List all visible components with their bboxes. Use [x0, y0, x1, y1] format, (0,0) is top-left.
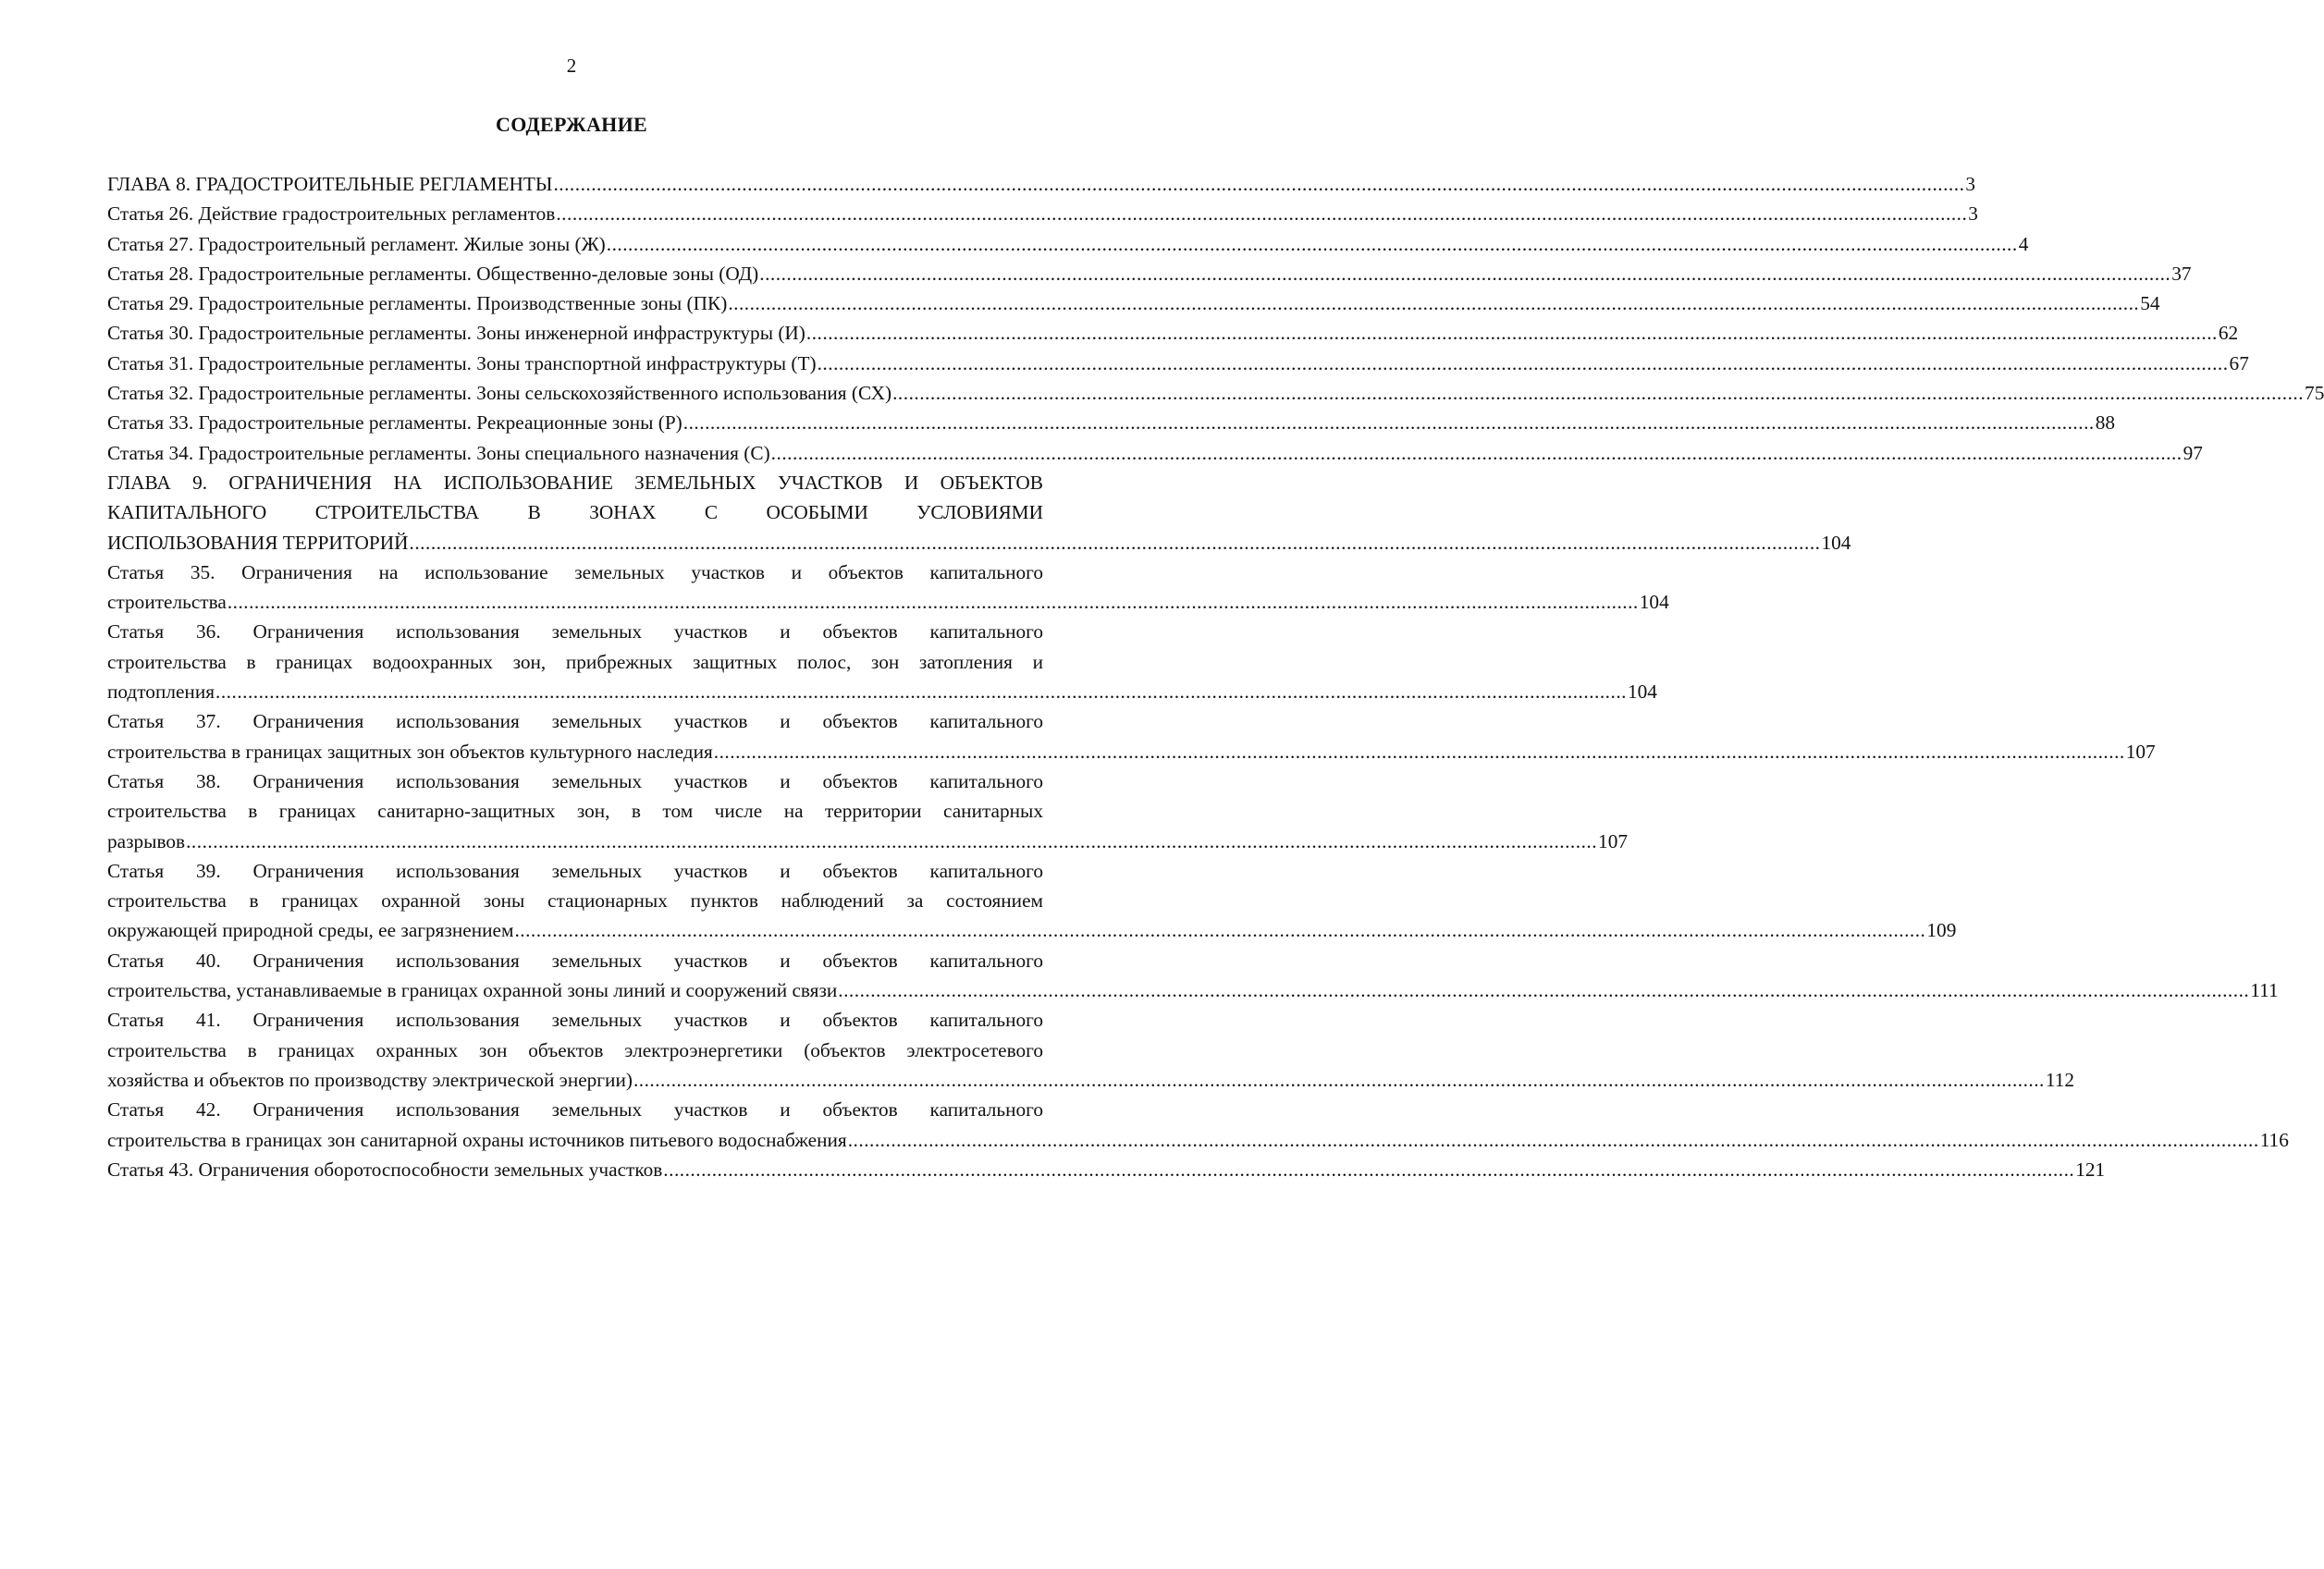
toc-entry-title: Статья 31. Градостроительные регламенты. Зоны транспортной инфраструктуры (Т) [107, 351, 817, 374]
dot-leader [556, 199, 1967, 228]
toc-entry-final-line [107, 199, 1978, 228]
toc-entry-page-number: 75 [2305, 382, 2324, 405]
table-of-contents [107, 169, 2324, 1184]
toc-entry[interactable] [107, 946, 2279, 1006]
dot-leader [514, 915, 1925, 945]
dot-leader [838, 975, 2249, 1005]
toc-entry-final-line [107, 1065, 2075, 1095]
toc-entry-title: окружающей природной среды, ее загрязнением [107, 919, 514, 942]
toc-entry[interactable] [107, 617, 1657, 706]
toc-entry-line: Статья 39. Ограничения использования земельных участков и объектов капитального [107, 859, 1043, 882]
toc-entry-page-number: 107 [1598, 829, 1628, 852]
dot-leader [771, 438, 2183, 468]
dot-leader [607, 229, 2018, 259]
dot-leader [892, 378, 2304, 408]
toc-entry-final-line [107, 1155, 2106, 1184]
toc-entry-title: Статья 34. Градостроительные регламенты. Зоны специального назначения (С) [107, 441, 770, 464]
toc-entry[interactable] [107, 766, 1628, 856]
toc-entry-line: Статья 35. Ограничения на использование земельных участков и объектов капитального [107, 560, 1043, 583]
toc-entry-page-number: 104 [1639, 591, 1669, 614]
toc-entry[interactable] [107, 1155, 2106, 1184]
toc-entry[interactable] [107, 856, 1957, 946]
toc-entry-final-line [107, 378, 2324, 408]
toc-entry[interactable] [107, 438, 2203, 468]
dot-leader [227, 587, 1639, 617]
toc-entry-final-line [107, 318, 2239, 348]
toc-entry-title: Статья 26. Действие градостроительных регламентов [107, 202, 556, 226]
toc-entry-title: ИСПОЛЬЗОВАНИЯ ТЕРРИТОРИЙ [107, 531, 409, 554]
toc-entry-line: строительства в границах охранных зон объектов электроэнергетики (объектов электросетевого [107, 1038, 1043, 1061]
toc-entry-line: Статья 40. Ограничения использования земельных участков и объектов капитального [107, 949, 1043, 972]
toc-entry-final-line [107, 438, 2203, 468]
dot-leader [553, 169, 1964, 199]
toc-entry-page-number: 4 [2018, 232, 2029, 255]
toc-entry-title: строительства в границах защитных зон объектов культурного наследия [107, 740, 713, 763]
toc-entry-line: Статья 42. Ограничения использования земельных участков и объектов капитального [107, 1098, 1043, 1122]
toc-entry-title: строительства в границах зон санитарной охраны источников питьевого водоснабжения [107, 1128, 847, 1151]
toc-entry-page-number: 107 [2125, 740, 2156, 763]
dot-leader [633, 1065, 2045, 1095]
toc-entry-title: строительства [107, 591, 227, 614]
toc-entry-page-number: 109 [1926, 919, 1957, 942]
dot-leader [728, 288, 2139, 318]
toc-entry-page-number: 104 [1627, 680, 1657, 704]
toc-entry-page-number: 67 [2229, 351, 2249, 374]
toc-entry[interactable] [107, 259, 2192, 288]
toc-entry-page-number: 3 [1965, 173, 1976, 195]
toc-entry[interactable] [107, 229, 2029, 259]
dot-leader [215, 677, 1627, 706]
toc-entry-line: строительства в границах санитарно-защитных зон, в том числе на территории санитарных [107, 800, 1043, 823]
toc-entry-title: строительства, устанавливаемые в границах охранной зоны линий и сооружений связи [107, 979, 838, 1002]
toc-entry-page-number: 112 [2045, 1068, 2075, 1091]
toc-entry[interactable] [107, 558, 1669, 618]
toc-entry-page-number: 3 [1968, 202, 1978, 226]
toc-entry-title: Статья 32. Градостроительные регламенты. Зоны сельскохозяйственного использования (СХ) [107, 382, 892, 405]
toc-entry-line: Статья 41. Ограничения использования земельных участков и объектов капитального [107, 1009, 1043, 1032]
toc-entry-final-line [107, 259, 2192, 288]
toc-entry-page-number: 121 [2075, 1158, 2106, 1181]
toc-entry-final-line [107, 169, 1976, 199]
toc-entry[interactable] [107, 199, 1978, 228]
dot-leader [848, 1125, 2259, 1155]
toc-entry-final-line [107, 915, 1957, 945]
toc-entry[interactable] [107, 349, 2249, 378]
toc-entry[interactable] [107, 706, 2156, 766]
toc-entry-final-line [107, 677, 1657, 706]
toc-entry-final-line [107, 288, 2160, 318]
page-number: 2 [566, 55, 577, 77]
toc-entry-page-number: 104 [1821, 531, 1851, 554]
dot-leader [818, 349, 2229, 378]
dot-leader [683, 408, 2095, 437]
toc-entry[interactable] [107, 378, 2324, 408]
toc-heading: СОДЕРЖАНИЕ [496, 113, 647, 136]
toc-entry-page-number: 111 [2250, 979, 2279, 1002]
toc-entry-title: разрывов [107, 829, 186, 852]
toc-entry-final-line [107, 349, 2249, 378]
toc-entry-title: Статья 33. Градостроительные регламенты. Рекреационные зоны (Р) [107, 411, 682, 435]
toc-entry-title: ГЛАВА 8. ГРАДОСТРОИТЕЛЬНЫЕ РЕГЛАМЕНТЫ [107, 173, 553, 195]
toc-entry-title: Статья 28. Градостроительные регламенты. Общественно-деловые зоны (ОД) [107, 262, 759, 285]
toc-entry-line: Статья 36. Ограничения использования земельных участков и объектов капитального [107, 620, 1043, 644]
toc-entry-final-line [107, 229, 2029, 259]
toc-entry-final-line [107, 1125, 2289, 1155]
toc-entry-final-line [107, 528, 1851, 558]
toc-entry-final-line [107, 587, 1669, 617]
toc-entry-title: Статья 30. Градостроительные регламенты. Зоны инженерной инфраструктуры (И) [107, 322, 805, 345]
dot-leader [759, 259, 2170, 288]
toc-entry-title: хозяйства и объектов по производству электрической энергии) [107, 1068, 633, 1091]
toc-entry-line: КАПИТАЛЬНОГО СТРОИТЕЛЬСТВА В ЗОНАХ С ОСОБЫМИ УСЛОВИЯМИ [107, 501, 1043, 524]
toc-entry[interactable] [107, 1005, 2075, 1095]
toc-entry-line: строительства в границах водоохранных зон, прибрежных защитных полос, зон затопления и [107, 650, 1043, 673]
toc-entry-title: Статья 29. Градостроительные регламенты. Производственные зоны (ПК) [107, 292, 728, 315]
dot-leader [806, 318, 2218, 348]
toc-entry[interactable] [107, 468, 1851, 558]
toc-entry[interactable] [107, 288, 2160, 318]
toc-entry-final-line [107, 408, 2116, 437]
toc-entry-line: строительства в границах охранной зоны стационарных пунктов наблюдений за состоянием [107, 889, 1043, 913]
toc-entry[interactable] [107, 408, 2116, 437]
toc-entry-page-number: 37 [2171, 262, 2192, 285]
toc-entry-page-number: 116 [2259, 1128, 2289, 1151]
dot-leader [410, 528, 1821, 558]
toc-entry-title: подтопления [107, 680, 215, 704]
toc-entry-line: Статья 38. Ограничения использования земельных участков и объектов капитального [107, 769, 1043, 792]
toc-entry[interactable] [107, 318, 2239, 348]
toc-entry-final-line [107, 827, 1628, 856]
toc-entry-final-line [107, 975, 2279, 1005]
toc-entry-title: Статья 27. Градостроительный регламент. Жилые зоны (Ж) [107, 232, 606, 255]
toc-entry[interactable] [107, 169, 1976, 199]
dot-leader [186, 827, 1597, 856]
toc-entry-line: ГЛАВА 9. ОГРАНИЧЕНИЯ НА ИСПОЛЬЗОВАНИЕ ЗЕМЕЛЬНЫХ УЧАСТКОВ И ОБЪЕКТОВ [107, 471, 1043, 494]
toc-entry-page-number: 62 [2218, 322, 2239, 345]
toc-entry-page-number: 88 [2095, 411, 2116, 435]
toc-entry-title: Статья 43. Ограничения оборотоспособности земельных участков [107, 1158, 663, 1181]
dot-leader [714, 737, 2125, 766]
dot-leader [663, 1155, 2074, 1184]
toc-entry-page-number: 54 [2140, 292, 2160, 315]
toc-entry[interactable] [107, 1095, 2289, 1155]
toc-entry-final-line [107, 737, 2156, 766]
toc-entry-line: Статья 37. Ограничения использования земельных участков и объектов капитального [107, 710, 1043, 733]
toc-entry-page-number: 97 [2183, 441, 2203, 464]
